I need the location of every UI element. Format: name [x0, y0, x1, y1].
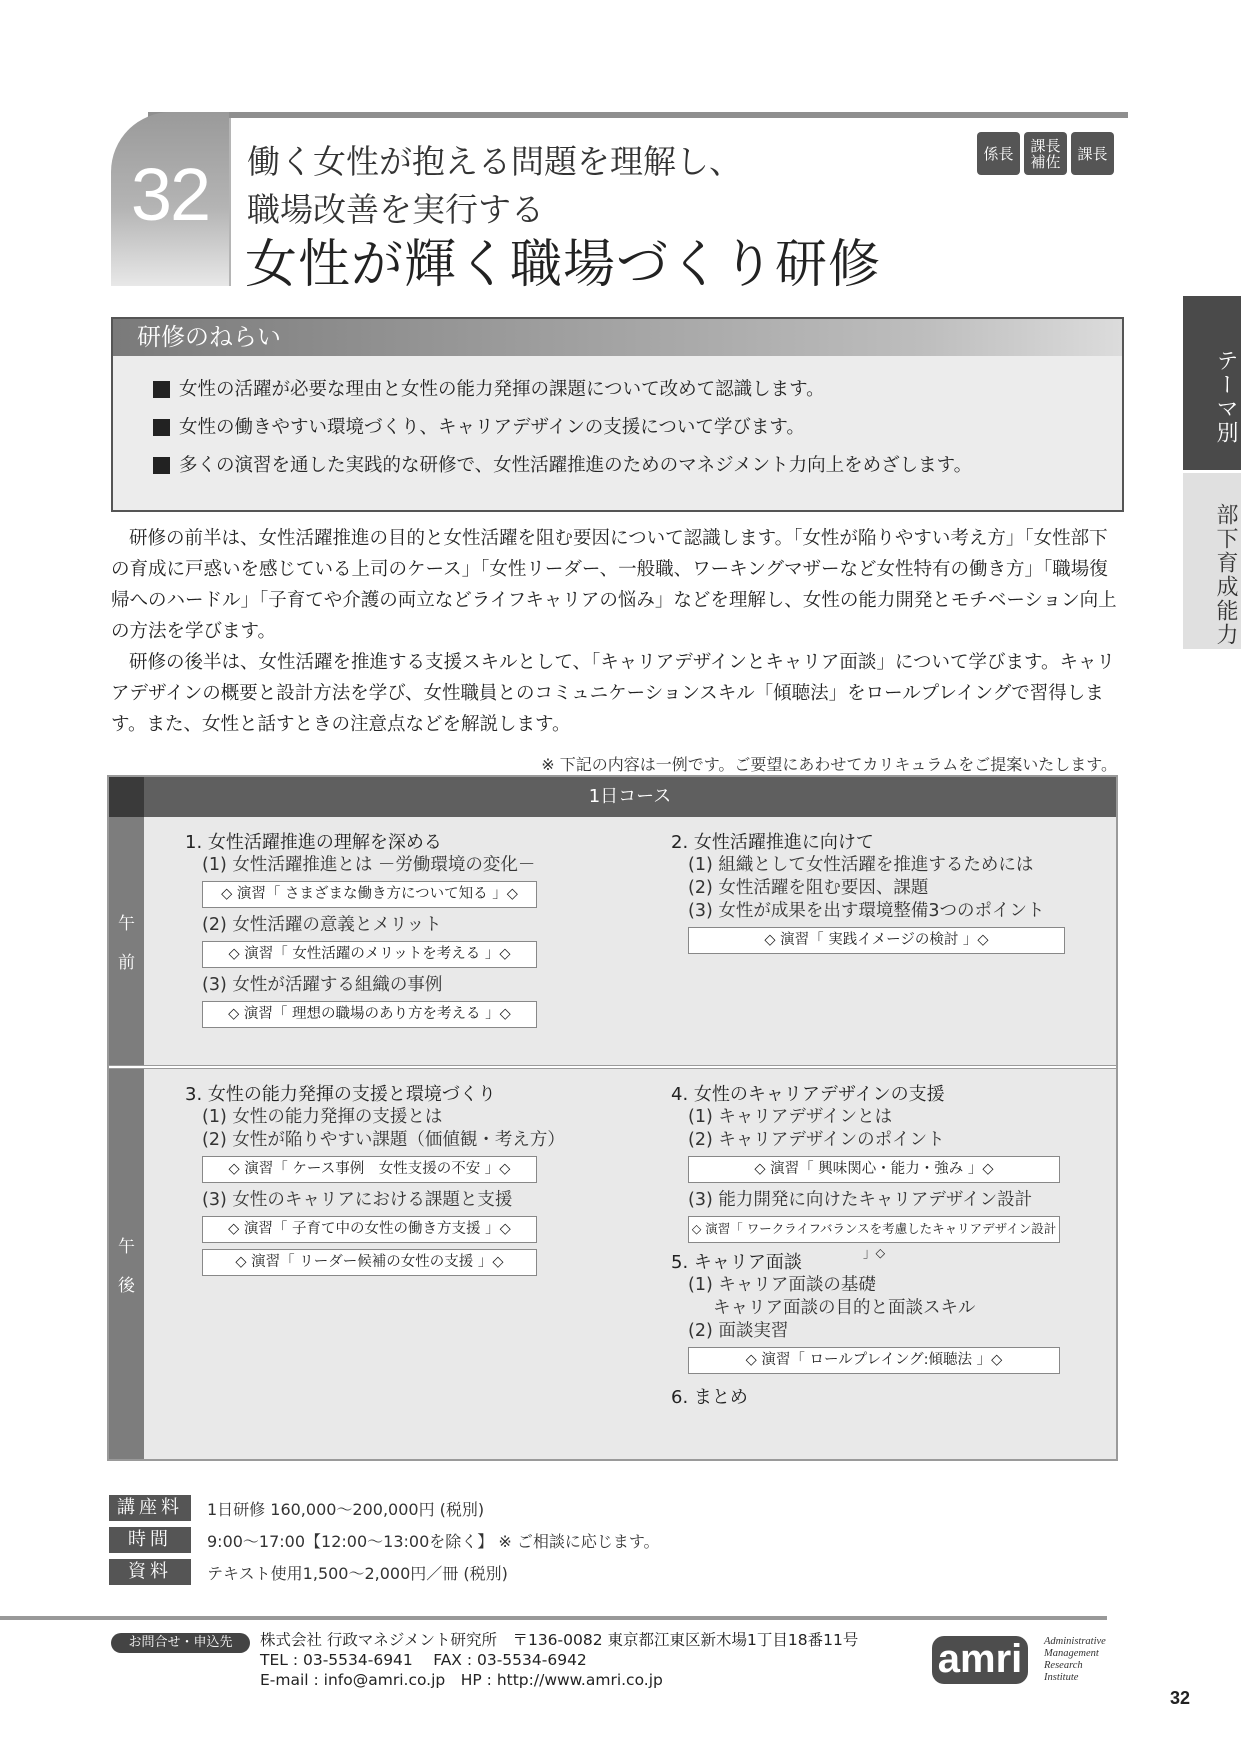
aims-heading: 研修のねらい	[113, 319, 1122, 356]
course-number-tab	[111, 112, 229, 286]
section-title: 6. まとめ	[671, 1387, 748, 1408]
materials-row	[109, 1559, 508, 1585]
course-heading: 1日コース	[588, 786, 672, 807]
course-number: 32	[130, 153, 210, 236]
aim-item: 多くの演習を通した実践的な研修で、女性活躍推進のためのマネジメント力向上をめざします。	[113, 454, 1122, 478]
training-aims-box	[111, 317, 1124, 512]
target-level-badges	[977, 132, 1114, 175]
exercise-box: ◇ 演習「 ロールプレイング:傾聴法 」◇	[688, 1347, 1060, 1374]
contact-web[interactable]: E-mail : info@amri.co.jp HP : http://www.amri.co.jp	[260, 1671, 663, 1689]
afternoon-label: 午 後	[109, 1069, 144, 1459]
exercise-box: ◇ 演習「 実践イメージの検討 」◇	[688, 927, 1065, 954]
exercise-box: ◇ 演習「 ワークライフバランスを考慮したキャリアデザイン設計 」◇	[688, 1216, 1060, 1243]
contact-info	[260, 1630, 858, 1690]
morning-label: 午 前	[109, 817, 144, 1065]
badge-kakaricho: 係長	[977, 132, 1020, 175]
section-title: 1. 女性活躍推進の理解を深める	[185, 832, 442, 853]
page-title: 女性が輝く職場づくり研修	[245, 235, 882, 295]
fee-row	[109, 1495, 484, 1521]
amri-logo: amri	[932, 1636, 1028, 1684]
fee-value: 1日研修 160,000～200,000円 (税別)	[207, 1499, 485, 1519]
header-divider	[229, 118, 231, 286]
aim-item: 女性の働きやすい環境づくり、キャリアデザインの支援について学びます。	[113, 416, 1122, 440]
exercise-box: ◇ 演習「 子育て中の女性の働き方支援 」◇	[202, 1216, 537, 1243]
section-4: 4. 女性のキャリアデザインの支援 (1) キャリアデザインとは (2) キャリアデザインのポイント ◇ 演習「 興味関心・能力・強み 」◇ (3) 能力開発に向けたキャリアデザイン設計 ◇ 演習「 ワークライフバランスを考慮したキャリアデザイン設計 」◇ 5. キャリア面談 (1) キャリア面談の基礎 キャリア面談の目的と面談スキル (2) 面談実習 ◇ 演習「 ロールプレイング:傾聴法 」◇ 6. まとめ	[671, 1083, 1071, 1409]
time-value: 9:00～17:00【12:00～13:00を除く】 ※ ご相談に応じます。	[207, 1531, 660, 1551]
exercise-box: ◇ 演習「 さまざまな働き方について知る 」◇	[202, 881, 537, 908]
section-title: 5. キャリア面談	[671, 1252, 802, 1273]
exercise-box: ◇ 演習「 リーダー候補の女性の支援 」◇	[202, 1249, 537, 1276]
aim-item: 女性の活躍が必要な理由と女性の能力発揮の課題について改めて認識します。	[113, 378, 1122, 402]
section-title: 2. 女性活躍推進に向けて	[671, 832, 874, 853]
fee-label: 講座料	[109, 1495, 191, 1521]
contact-address: 株式会社 行政マネジメント研究所 〒136-0082 東京都江東区新木場1丁目18番11号	[260, 1631, 859, 1649]
exercise-box: ◇ 演習「 興味関心・能力・強み 」◇	[688, 1156, 1060, 1183]
footer-rule	[0, 1616, 1107, 1620]
square-bullet-icon	[153, 381, 170, 398]
contact-label: お問合せ・申込先	[111, 1633, 250, 1653]
section-title: 3. 女性の能力発揮の支援と環境づくり	[185, 1084, 496, 1105]
page-number: 32	[1170, 1688, 1191, 1708]
exercise-box: ◇ 演習「 女性活躍のメリットを考える 」◇	[202, 941, 537, 968]
contact-phone: TEL : 03-5534-6941 FAX : 03-5534-6942	[260, 1651, 587, 1669]
course-schedule-table	[107, 775, 1118, 1461]
square-bullet-icon	[153, 419, 170, 436]
square-bullet-icon	[153, 457, 170, 474]
materials-value: テキスト使用1,500～2,000円／冊 (税別)	[207, 1563, 508, 1583]
curriculum-note: ※ 下記の内容は一例です。ご要望にあわせてカリキュラムをご提案いたします。	[541, 755, 1117, 774]
subtitle-line-1: 働く女性が抱える問題を理解し、	[247, 142, 742, 181]
badge-kacho: 課長	[1071, 132, 1114, 175]
row-divider	[109, 1065, 1116, 1069]
description	[111, 523, 1124, 740]
exercise-box: ◇ 演習「 理想の職場のあり方を考える 」◇	[202, 1001, 537, 1028]
exercise-box: ◇ 演習「 ケース事例 女性支援の不安 」◇	[202, 1156, 537, 1183]
side-tab-category[interactable]: 部下育成能力	[1183, 473, 1241, 649]
materials-label: 資料	[109, 1559, 191, 1585]
time-label: 時間	[109, 1527, 191, 1553]
course-header	[109, 777, 1116, 817]
section-3: 3. 女性の能力発揮の支援と環境づくり (1) 女性の能力発揮の支援とは (2) 女性が陥りやすい課題（価値観・考え方） ◇ 演習「 ケース事例 女性支援の不安 」◇ (3) 女性のキャリアにおける課題と支援 ◇ 演習「 子育て中の女性の働き方支援 」◇ ◇ 演習「 リーダー候補の女性の支援 」◇	[185, 1083, 585, 1282]
description-paragraph-2: 研修の後半は、女性活躍を推進する支援スキルとして、「キャリアデザインとキャリア面談」について学びます。キャリアデザインの概要と設計方法を学び、女性職員とのコミュニケーションスキル「傾聴法」をロールプレイングで習得します。また、女性と話すときの注意点などを解説します。	[111, 652, 1116, 735]
description-paragraph-1: 研修の前半は、女性活躍推進の目的と女性活躍を阻む要因について認識します。「女性が陥りやすい考え方」「女性部下の育成に戸惑いを感じている上司のケース」「女性リーダー、一般職、ワーキングマザーなど女性特有の働き方」「職場復帰へのハードル」「子育てや介護の両立などライフキャリアの悩み」などを理解し、女性の能力開発とモチベーション向上の方法を学びます。	[111, 528, 1117, 642]
section-2: 2. 女性活躍推進に向けて (1) 組織として女性活躍を推進するためには (2) 女性活躍を阻む要因、課題 (3) 女性が成果を出す環境整備3つのポイント ◇ 演習「 実践イメージの検討 」◇	[671, 831, 1071, 960]
section-1: 1. 女性活躍推進の理解を深める (1) 女性活躍推進とは －労働環境の変化－ ◇ 演習「 さまざまな働き方について知る 」◇ (2) 女性活躍の意義とメリット ◇ 演習「 女性活躍のメリットを考える 」◇ (3) 女性が活躍する組織の事例 ◇ 演習「 理想の職場のあり方を考える 」◇	[185, 831, 565, 1034]
side-tab-theme[interactable]: テーマ別	[1183, 296, 1241, 470]
aims-list	[113, 378, 1122, 478]
time-row	[109, 1527, 660, 1553]
subtitle	[247, 138, 742, 234]
header-rule	[148, 112, 1128, 118]
badge-kacho-hosa: 課長 補佐	[1024, 132, 1067, 175]
subtitle-line-2: 職場改善を実行する	[247, 190, 544, 229]
section-title: 4. 女性のキャリアデザインの支援	[671, 1084, 945, 1105]
logo-wordmark: Administrative Management Research Institute	[1044, 1636, 1106, 1683]
